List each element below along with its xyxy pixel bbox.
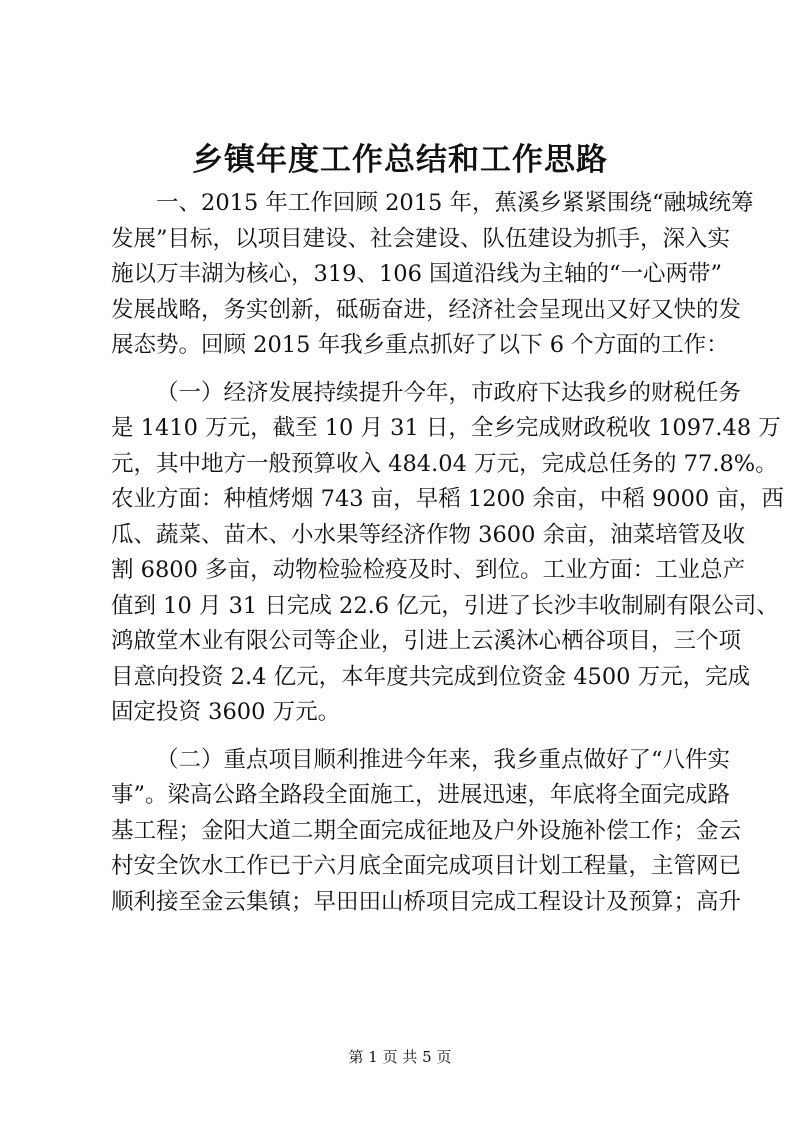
text-line: 施以万丰湖为核心，319、106 国道沿线为主轴的“一心两带” <box>111 261 723 287</box>
text-line: 固定投资 3600 万元。 <box>111 699 341 725</box>
paragraph-3 <box>111 743 742 921</box>
text-line: 村安全饮水工作已于六月底全面完成项目计划工程量，主管网已 <box>111 853 742 879</box>
document-body <box>111 186 784 920</box>
page-footer: 第 1 页 共 5 页 <box>348 1048 452 1066</box>
paragraph-2 <box>111 376 784 731</box>
text-line: （一）经济发展持续提升今年，市政府下达我乡的财税任务 <box>156 379 742 406</box>
text-line: 是 1410 万元，截至 10 月 31 日，全乡完成财政税收 1097.48 万 <box>111 415 781 441</box>
text-line: 目意向投资 2.4 亿元，本年度共完成到位资金 4500 万元，完成 <box>111 663 751 690</box>
text-line: 一、2015 年工作回顾 2015 年，蕉溪乡紧紧围绕“融城统筹 <box>156 190 754 216</box>
text-line: 事”。梁高公路全路段全面施工，进展迅速，年底将全面完成路 <box>111 782 731 808</box>
text-line: 基工程；金阳大道二期全面完成征地及户外设施补偿工作；金云 <box>111 817 742 844</box>
document-title: 乡镇年度工作总结和工作思路 <box>192 142 608 178</box>
text-line: 农业方面：种植烤烟 743 亩，早稻 1200 余亩，中稻 9000 亩，西 <box>111 486 784 512</box>
text-line: 值到 10 月 31 日完成 22.6 亿元，引进了长沙丰收制刷有限公司、 <box>111 592 779 619</box>
text-line: 割 6800 多亩，动物检验检疫及时、到位。工业方面：工业总产 <box>111 557 746 583</box>
text-line: 鸿啟堂木业有限公司等企业，引进上云溪沐心栖谷项目，三个项 <box>111 628 742 654</box>
text-line: 发展战略，务实创新，砥砺奋进，经济社会呈现出又好又快的发 <box>111 296 742 323</box>
text-line: 发展”目标，以项目建设、社会建设、队伍建设为抓手，深入实 <box>111 225 731 252</box>
text-line: （二）重点项目顺利推进今年来，我乡重点做好了“八件实 <box>156 746 731 773</box>
paragraph-1 <box>111 186 754 364</box>
text-line: 元，其中地方一般预算收入 484.04 万元，完成总任务的 77.8%。 <box>111 450 778 477</box>
text-line: 瓜、蔬菜、苗木、小水果等经济作物 3600 余亩，油菜培管及收 <box>111 521 746 548</box>
text-line: 顺利接至金云集镇；早田田山桥项目完成工程设计及预算；高升 <box>111 888 742 915</box>
text-line: 展态势。回顾 2015 年我乡重点抓好了以下 6 个方面的工作： <box>111 332 729 358</box>
